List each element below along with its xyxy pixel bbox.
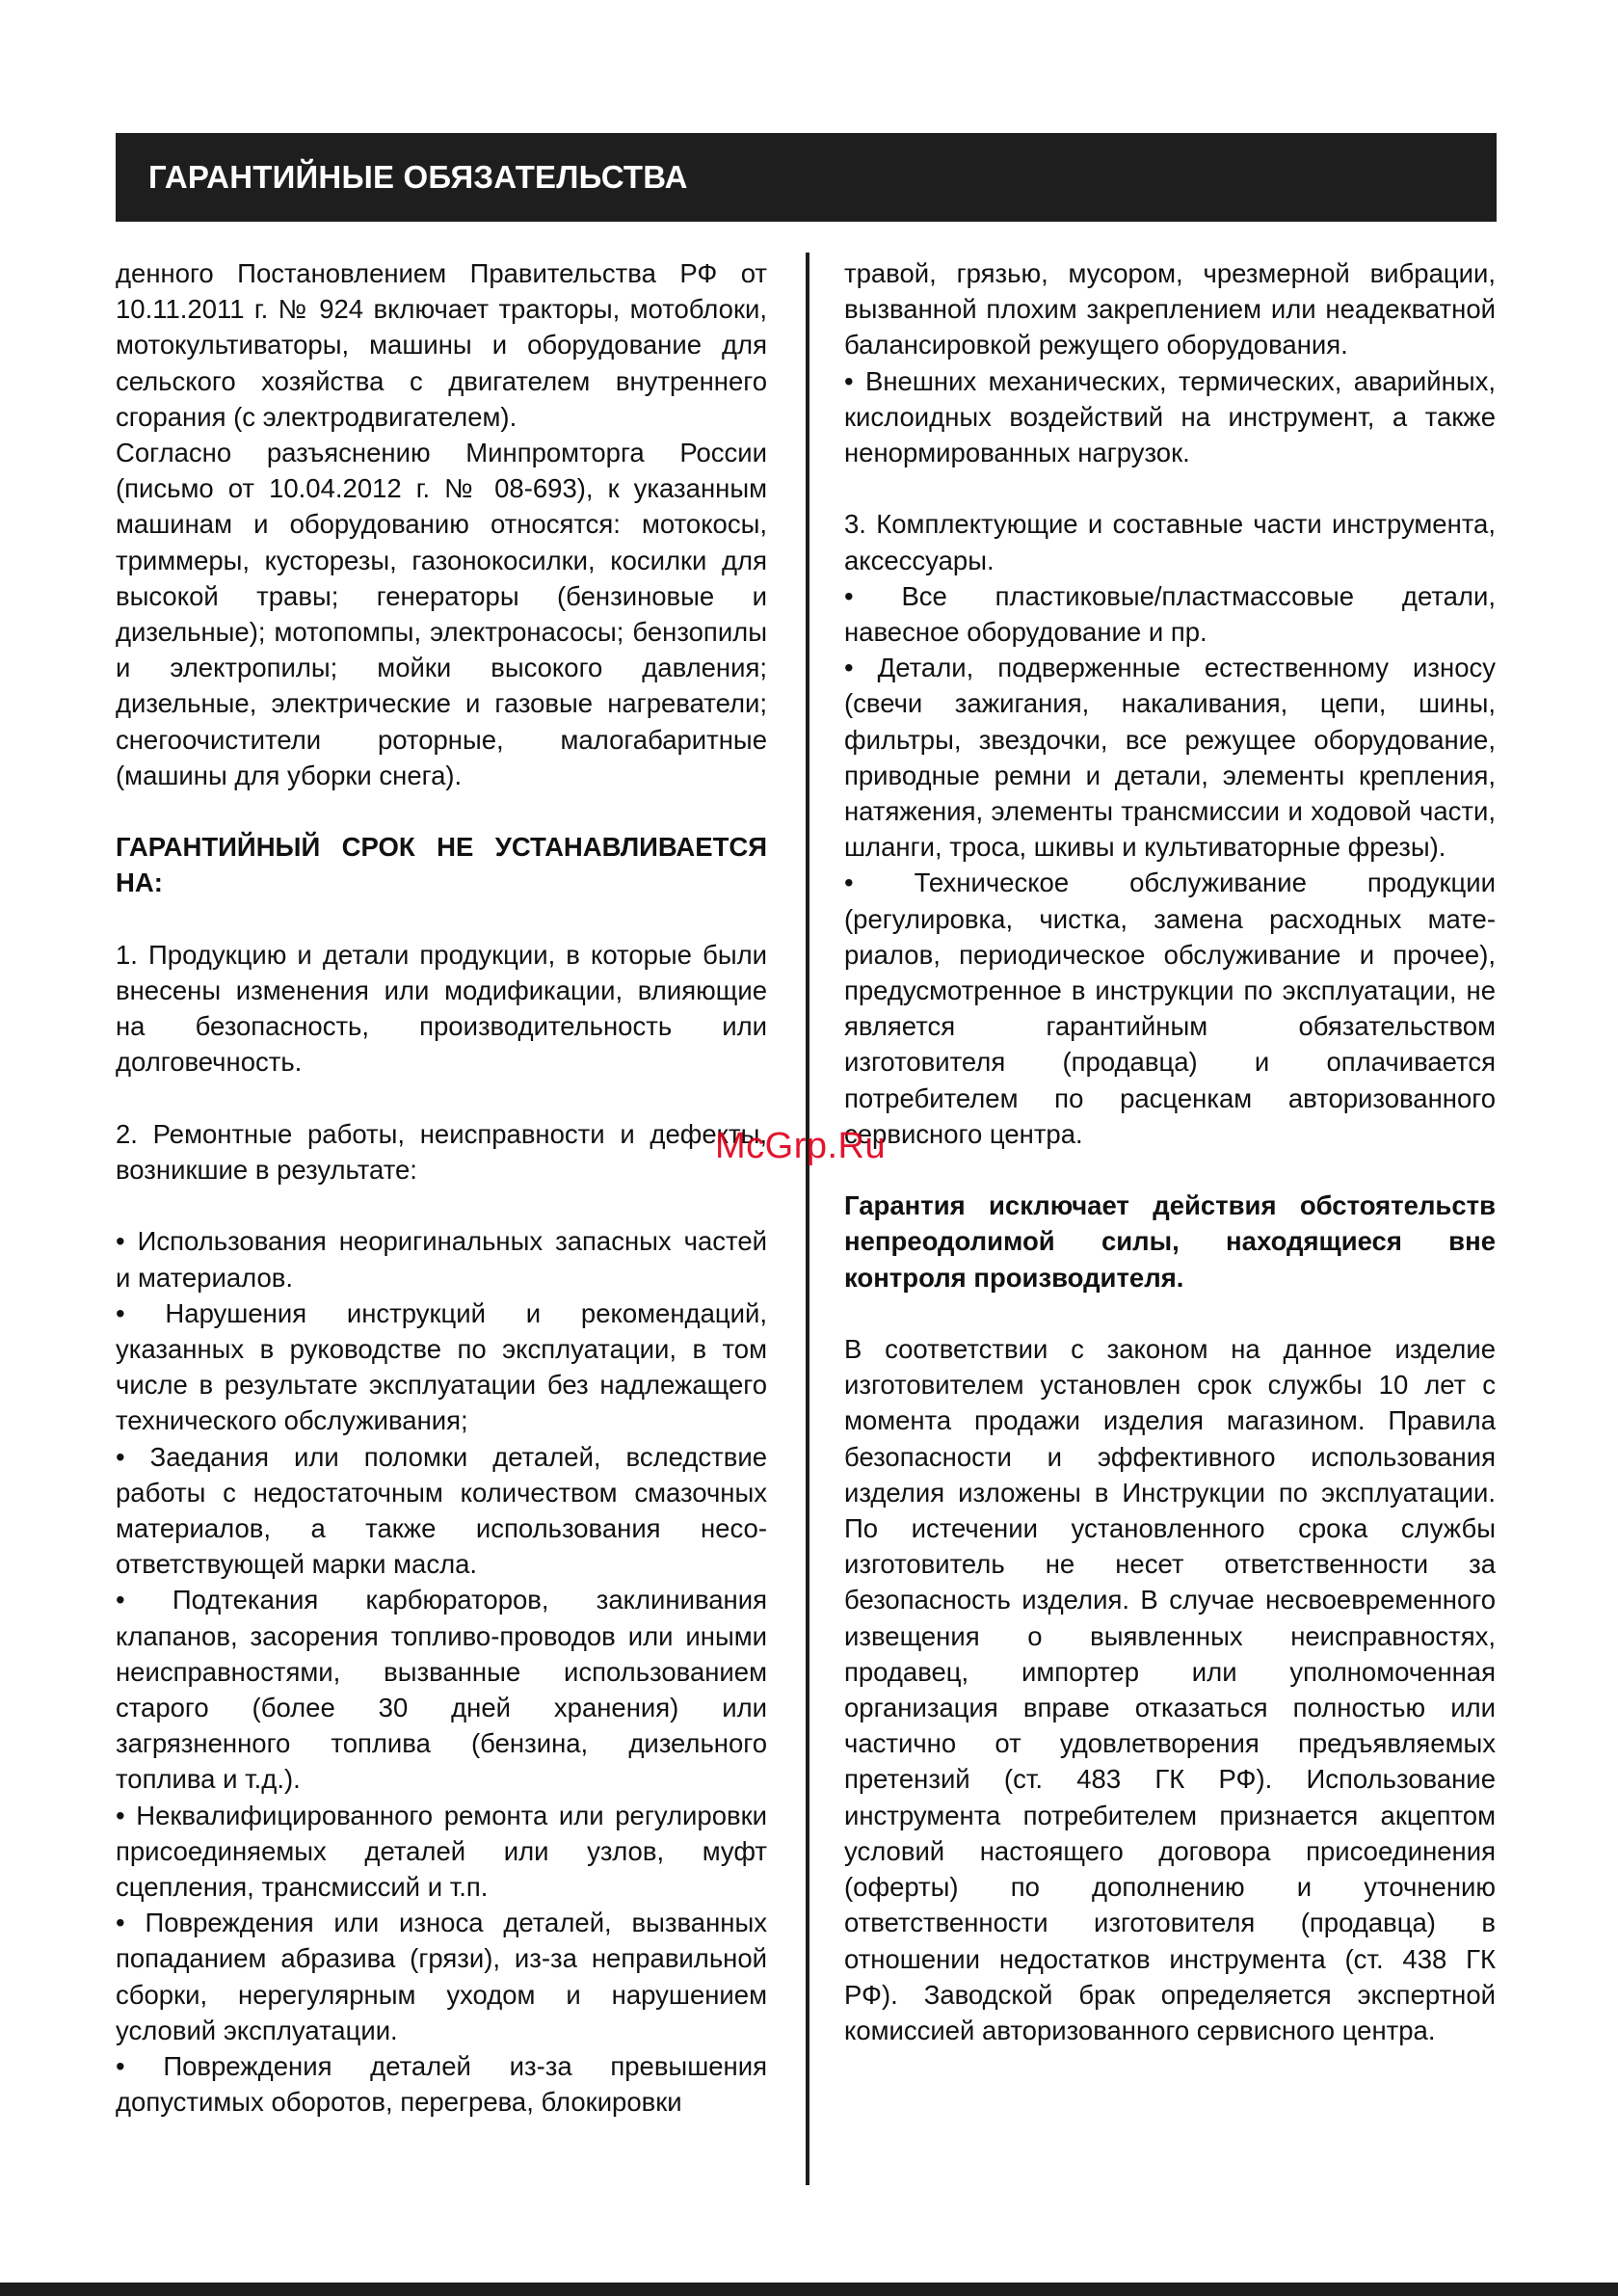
page-title: ГАРАНТИЙНЫЕ ОБЯЗАТЕЛЬСТВА: [148, 159, 688, 195]
intro-paragraph: денного Постановлением Правительства РФ от 10.11.2011 г. № 924 включает тракторы, мотоблоки, мотокультиваторы, машины и оборудование для сельского хозяйства с двигателем внутреннего сгорания (с электродвигателем).: [116, 258, 767, 432]
left-column: [116, 255, 767, 2121]
exclusion-item-1: 1. Продукцию и детали продукции, в которые были внесены изменения или модификации, влияющие на безопасность, производительность или долговечность.: [116, 939, 767, 1078]
bullet-item: • Заедания или поломки деталей, вследствие работы с недостаточным количеством смазочных материалов, а также использования несоответствующей марки масла.: [116, 1441, 767, 1580]
bullet-item: • Повреждения деталей из-за превышения допустимых оборотов, перегрева, блокировки: [116, 2051, 767, 2118]
exclusion-item-3: 3. Комплектующие и составные части инструмента, аксессуары.: [844, 509, 1496, 575]
bullet-item: • Использования неоригинальных запасных частей и материалов.: [116, 1226, 767, 1293]
bullet-item: • Неквалифицированного ремонта или регулировки присоединяемых деталей или узлов, муфт сцепления, трансмиссий и т.п.: [116, 1800, 767, 1903]
bullet-item: • Техническое обслуживание продукции (регулировка, чистка, замена расходных материалов, периодическое обслуживание и прочее), предусмотренное в инструкции по эксплуатации, не является гарантийным обязательством изготовителя (продавца) и оплачивается потребителем по расценкам авторизованного сервисного центра.: [844, 868, 1496, 1149]
bullet-item: • Подтекания карбюраторов, заклинивания клапанов, засорения топливо-проводов или иными неисправностями, вызванные использованием старого (более 30 дней хранения) или загрязненного топлива (бензина, дизельного топлива и т.д.).: [116, 1585, 767, 1795]
bullet-item: • Детали, подверженные естественному износу (свечи зажигания, накаливания, цепи, шины, фильтры, звездочки, все режущее оборудование, приводные ремни и детали, элементы крепления, натяжения, элементы трансмиссии и ходовой части, шланги, троса, шкивы и культиваторные фрезы).: [844, 653, 1496, 863]
exclusion-item-2: 2. Ремонтные работы, неисправности и дефекты, возникшие в результате:: [116, 1118, 767, 1186]
right-column: [844, 255, 1496, 2048]
column-divider: [806, 253, 809, 2185]
page-header: [116, 133, 1497, 222]
service-life-paragraph: В соответствии с законом на данное изделие изготовителем установлен срок службы 10 лет с момента продажи изделия магазином. Правила безопасности и эффективного использования изделия изложены в Инструкции по эксплуатации. По истечении установленного срока службы изготовитель не несет ответственности за безопасность изделия. В случае несвоевременного извещения о выявленных неисправностях, продавец, импортер или уполномоченная организация вправе отказаться полностью или частично от удовлетворения предъявляемых претензий (ст. 483 ГК РФ). Использование инструмента потребителем признается акцептом условий настоящего договора присоединения (оферты) по дополнению и уточнению ответственности изготовителя (продавца) в отношении недостатков инструмента (ст. 438 ГК РФ). Заводской брак определяется экспертной комиссией авторизованного сервисного центра.: [844, 1334, 1496, 2045]
footer-bar: [0, 2283, 1618, 2296]
bullet-item: • Все пластиковые/пластмассовые детали, навесное оборудование и пр.: [844, 580, 1496, 648]
bullet-item: • Внешних механических, термических, аварийных, кислоидных воздействий на инструмент, а также ненормированных нагрузок.: [844, 365, 1496, 468]
bullet-item: • Повреждения или износа деталей, вызванных попаданием абразива (грязи), из-за неправильной сборки, нерегулярным уходом и нарушением условий эксплуатации.: [116, 1908, 767, 2045]
clarification-paragraph: Согласно разъяснению Минпромторга России (письмо от 10.04.2012 г. № 08-693), к указанным машинам и оборудованию относятся: мотокосы, триммеры, кусторезы, газонокосилки, косилки для высокой травы; генераторы (бензиновые и дизельные); мотопомпы, электронасосы; бензопилы и электропилы; мойки высокого давления; дизельные, электрические и газовые нагреватели; снегоочистители роторные, малогабаритные (машины для уборки снега).: [116, 438, 767, 790]
watermark-text: McGrp.Ru: [715, 1126, 887, 1166]
exclusions-heading: ГАРАНТИЙНЫЙ СРОК НЕ УСТАНАВЛИВАЕТСЯ НА:: [116, 832, 767, 898]
force-majeure-note: Гарантия исключает действия обстоятельств непреодолимой силы, находящиеся вне контроля производителя.: [844, 1190, 1496, 1293]
continued-paragraph: травой, грязью, мусором, чрезмерной вибрации, вызванной плохим закреплением или неадекватной балансировкой режущего оборудования.: [844, 258, 1496, 360]
bullet-item: • Нарушения инструкций и рекомендаций, указанных в руководстве по эксплуатации, в том числе в результате эксплуатации без надлежащего технического обслуживания;: [116, 1297, 767, 1436]
